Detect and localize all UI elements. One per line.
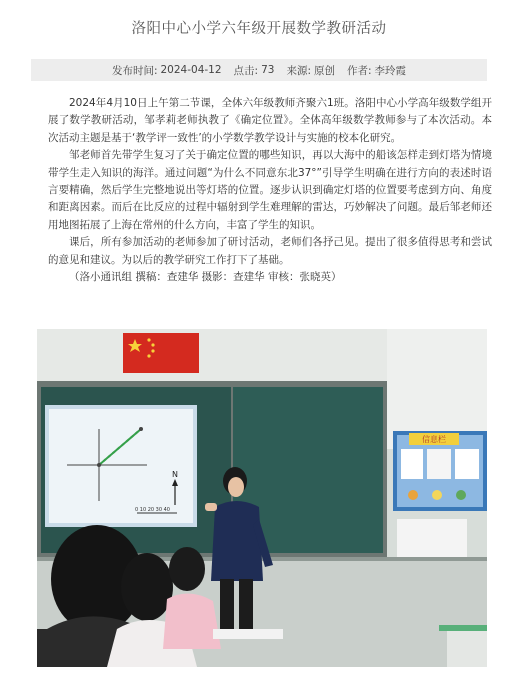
- bulletin-board: [393, 431, 487, 511]
- source-label: 来源:: [286, 64, 311, 77]
- classroom-photo: [37, 329, 487, 667]
- article-title: 洛阳中心小学六年级开展数学教研活动: [131, 21, 387, 37]
- article-body: [48, 95, 492, 286]
- article-meta-bar: [31, 59, 487, 81]
- projection-screen: [45, 405, 197, 527]
- author-name: 李玲霞: [374, 64, 407, 77]
- views-label: 点击:: [233, 64, 259, 77]
- article-paragraph-3: 课后，所有参加活动的老师参加了研讨活动，老师们各抒己见。提出了很多值得思考和尝试的意见和建议。为以后的教学研究工作打下了基础。: [48, 236, 492, 266]
- published-label: 发布时间:: [111, 64, 158, 77]
- classroom-photo-illustration: [37, 329, 487, 667]
- article-paragraph-2: 邹老师首先带学生复习了关于确定位置的哪些知识，再以大海中的船该怎样走到灯塔为情境带学生走入知识的海洋。通过问题“为什么不同意东北37°”引导学生明确在进行方向的表述时语言要精确，然后学生完整地说出等灯塔的位置。逐步认识到确定灯塔的位置要考虑到方向、角度和距离因素。而后在比反应的过程中辐射到学生难理解的雷达，巧妙解决了问题。最后邹老师还用地图拓展了上海在常州的什么方向，丰富了学生的知识。: [48, 149, 492, 231]
- published-date: 2024-04-12: [160, 64, 222, 76]
- bulletin-title: 信息栏: [422, 435, 446, 444]
- article-paragraph-1: 2024年4月10日上午第二节课，全体六年级教师齐聚六1班。洛阳中心小学高年级数学组开展了数学教研活动，邹孝莉老师执教了《确定位置》。全体高年级数学教师参与了本次活动。本次活动主题是基于‘教学评一致性’的小学数学教学设计与实施的校本化研究。: [48, 97, 492, 144]
- source-value: 原创: [314, 64, 335, 77]
- scale-ticks: 0 10 20 30 40: [135, 507, 170, 513]
- author-label: 作者:: [347, 64, 372, 77]
- views-count: 73: [261, 64, 275, 76]
- flag-icon: [123, 333, 199, 373]
- north-label: N: [172, 470, 178, 479]
- article-credit: （洛小通讯组 撰稿：查建华 摄影：查建华 审核：张晓英）: [69, 271, 342, 284]
